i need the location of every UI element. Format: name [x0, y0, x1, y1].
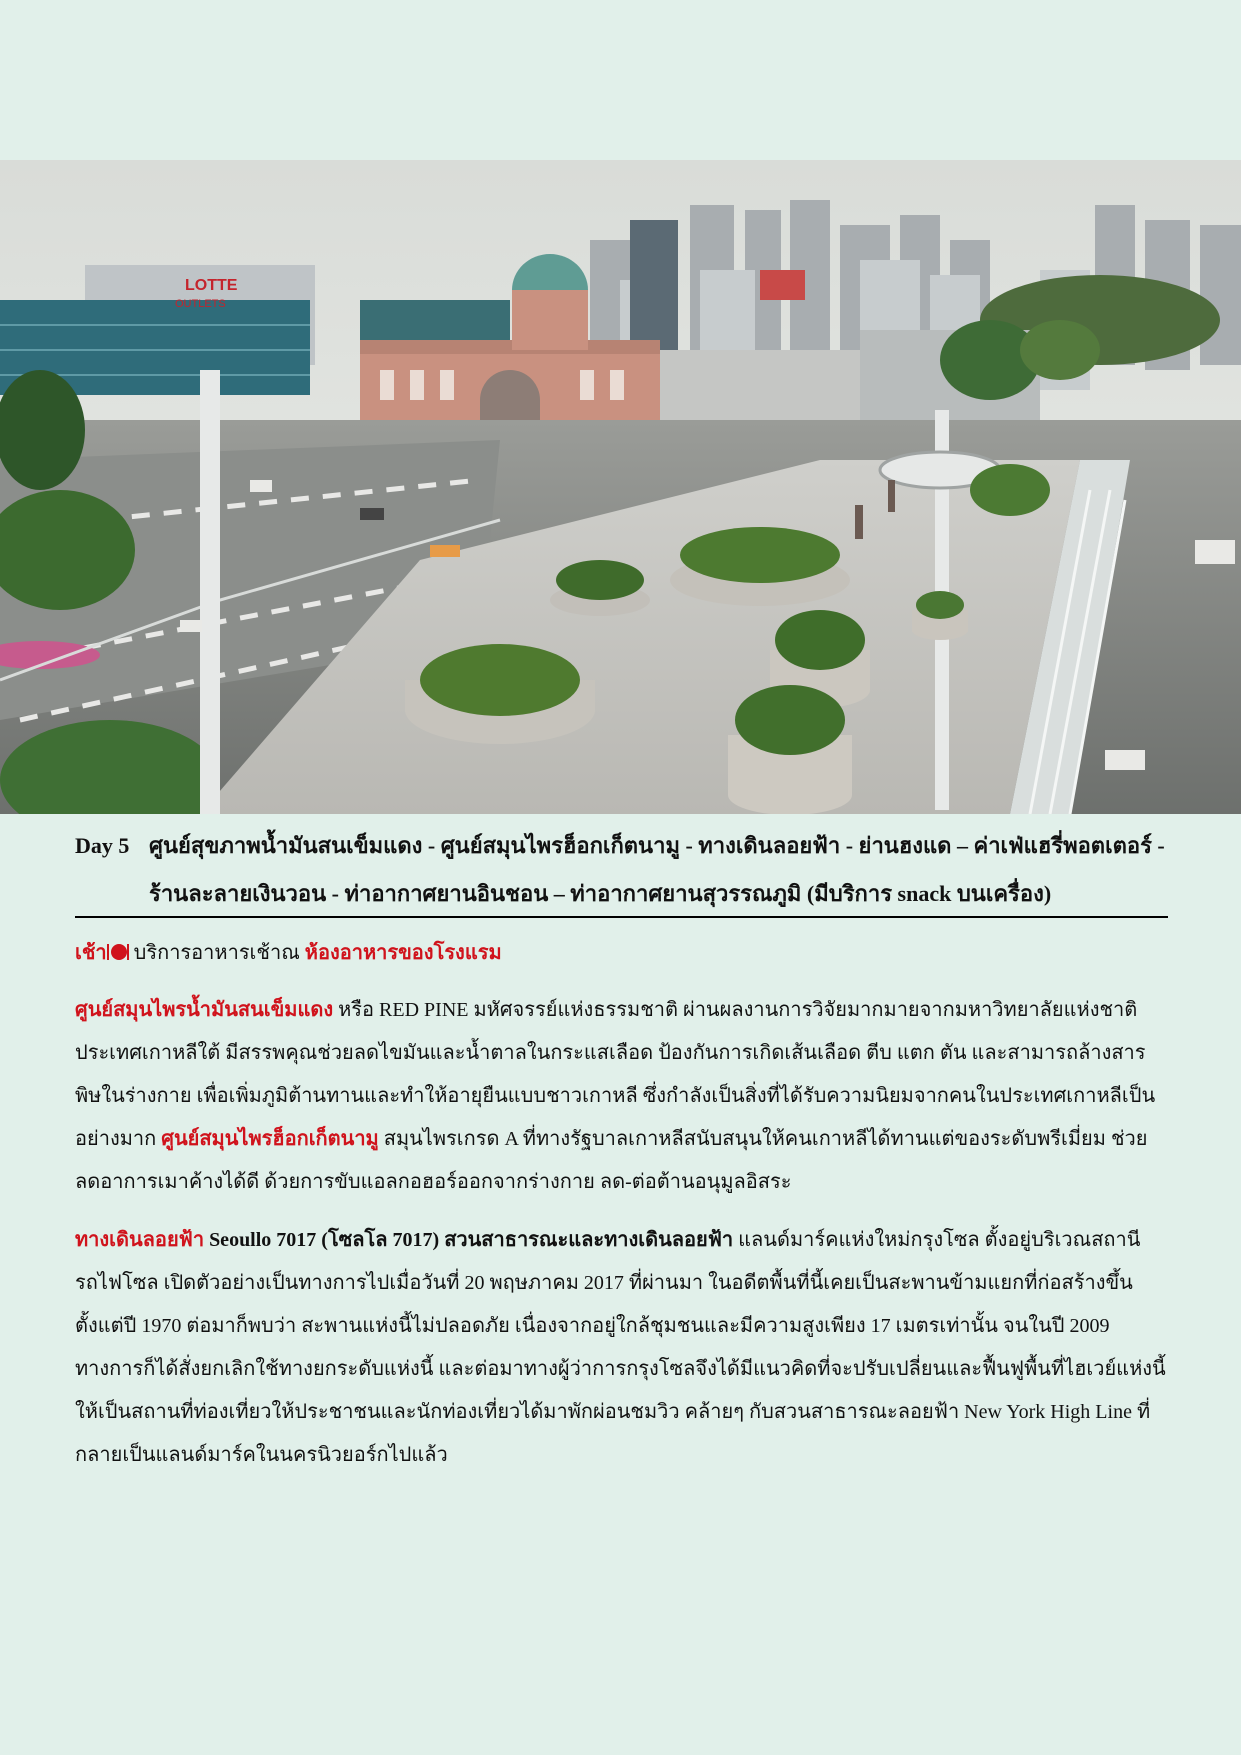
day-label: Day 5 — [75, 833, 130, 858]
meal-label: เช้า — [75, 942, 107, 964]
day-itinerary-line-2: ร้านละลายเงินวอน - ท่าอากาศยานอินชอน – ท่าอากาศยานสุวรรณภูมิ (มีบริการ snack บนเครื่อง) — [149, 881, 1052, 906]
paragraph-seoullo — [75, 1219, 1168, 1477]
lotte-sign: LOTTE — [185, 277, 238, 294]
day-heading — [75, 822, 1168, 918]
meal-place: ห้องอาหารของโรงแรม — [304, 942, 502, 964]
meal-text: บริการอาหารเช้าณ — [133, 942, 300, 964]
red-pine-text: หรือ RED PINE มหัศจรรย์แห่งธรรมชาติ ผ่านผลงานการวิจัยมากมายจากมหาวิทยาลัยแห่งชาติ ประเทศเกาหลีใต้ มีสรรพคุณช่วยลดไขมันและน้ำตาลในกระแสเลือด ป้องกันการเกิดเส้นเลือด ตีบ แตก ตัน และสามารถล้างสารพิษในร่างกาย เพื่อเพิ่มภูมิต้านทานและทำให้อายุยืนแบบชาวเกาหลี ซึ่งกำลังเป็นสิ่งที่ได้รับความนิยมจากคนในประเทศเกาหลีเป็นอย่างมาก — [75, 999, 1156, 1150]
outlets-sign: OUTLETS — [175, 298, 226, 310]
day-itinerary-line-1: ศูนย์สุขภาพน้ำมันสนเข็มแดง - ศูนย์สมุนไพรฮ็อกเก็ตนามู - ทางเดินลอยฟ้า - ย่านฮงแด – ค่าเฟ่แฮรี่พอตเตอร์ - — [149, 833, 1165, 858]
hovenia-heading: ศูนย์สมุนไพรฮ็อกเก็ตนามู — [161, 1128, 379, 1150]
red-pine-heading: ศูนย์สมุนไพรน้ำมันสนเข็มแดง — [75, 999, 334, 1021]
breakfast-line — [75, 936, 502, 970]
paragraph-red-pine — [75, 989, 1168, 1204]
seoullo-subheading: Seoullo 7017 (โซลโล 7017) สวนสาธารณะและทางเดินลอยฟ้า — [204, 1229, 734, 1251]
seoullo-heading: ทางเดินลอยฟ้า — [75, 1229, 205, 1251]
seoullo-photo — [0, 160, 1241, 814]
seoullo-illustration — [0, 160, 1241, 814]
seoullo-text: แลนด์มาร์คแห่งใหม่กรุงโซล ตั้งอยู่บริเวณสถานีรถไฟโซล เปิดตัวอย่างเป็นทางการไปเมื่อวันที่ 20 พฤษภาคม 2017 ที่ผ่านมา ในอดีตพื้นที่นี้เคยเป็นสะพานข้ามแยกที่ก่อสร้างขึ้นตั้งแต่ปี 1970 ต่อมาก็พบว่า สะพานแห่งนี้ไม่ปลอดภัย เนื่องจากอยู่ใกล้ชุมชนและมีความสูงเพียง 17 เมตรเท่านั้น จนในปี 2009 ทางการก็ได้สั่งยกเลิกใช้ทางยกระดับแห่งนี้ และต่อมาทางผู้ว่าการกรุงโซลจึงได้มีแนวคิดที่จะปรับเปลี่ยนและฟื้นฟูพื้นที่ไฮเวย์แห่งนี้ ให้เป็นสถานที่ท่องเที่ยวให้ประชาชนและนักท่องเที่ยวได้มาพักผ่อนชมวิว คล้ายๆ กับสวนสาธารณะลอยฟ้า New York High Line ที่กลายเป็นแลนด์มาร์คในนครนิวยอร์กไปแล้ว — [75, 1229, 1166, 1466]
plate-cutlery-icon — [107, 942, 129, 962]
hovenia-text: สมุนไพรเกรด A ที่ทางรัฐบาลเกาหลีสนับสนุนให้คนเกาหลีได้ทานแต่ของระดับพรีเมี่ยม ช่วยลดอาการเมาค้างได้ดี ด้วยการขับแอลกอฮอร์ออกจากร่างกาย ลด-ต่อต้านอนุมูลอิสระ — [75, 1128, 1148, 1193]
divider — [75, 916, 1168, 918]
